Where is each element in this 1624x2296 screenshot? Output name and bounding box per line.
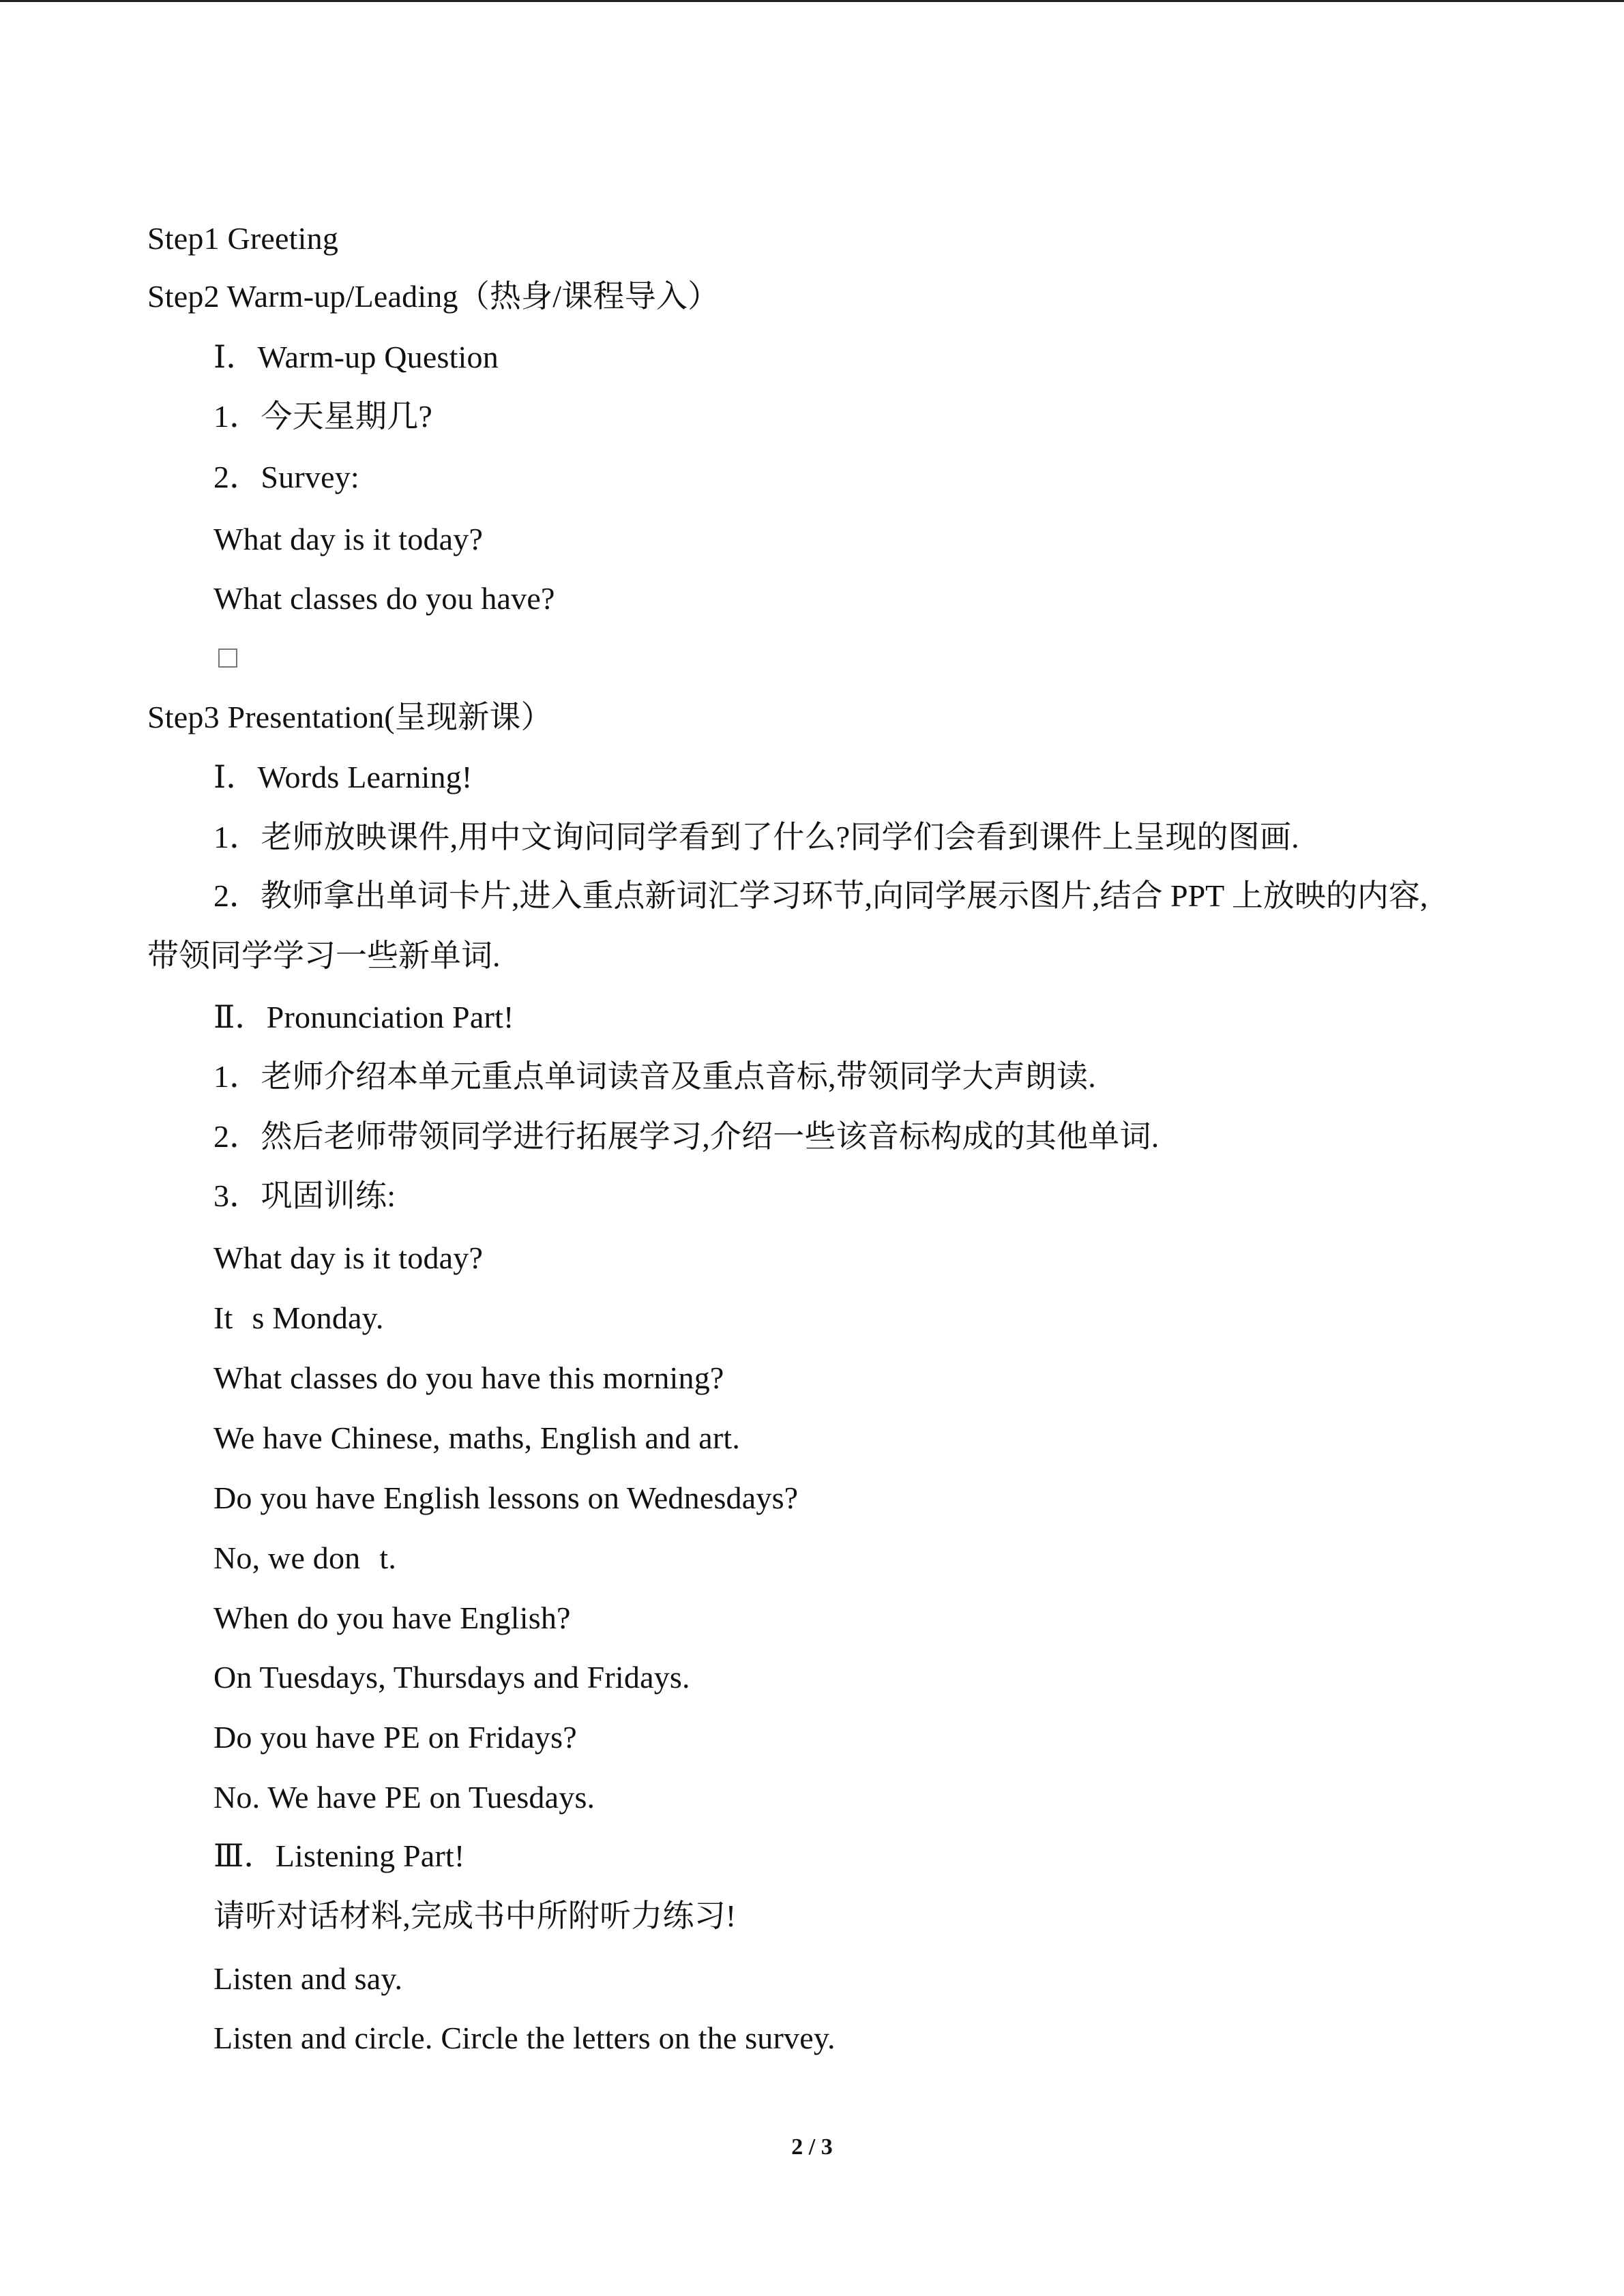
text-line: Listen and say. — [213, 1961, 403, 1996]
step1-heading: Step1 Greeting — [147, 221, 339, 256]
text-line: We have Chinese, maths, English and art. — [213, 1420, 741, 1455]
pronunciation-heading: Ⅱ．Pronunciation Part! — [213, 1000, 514, 1034]
listening-heading: Ⅲ．Listening Part! — [213, 1838, 465, 1873]
text-line: On Tuesdays, Thursdays and Fridays. — [213, 1660, 690, 1695]
text-line: 1．今天星期几? — [213, 399, 433, 434]
step2-heading: Step2 Warm-up/Leading（热身/课程导入） — [147, 279, 720, 314]
text-line: Do you have PE on Fridays? — [213, 1720, 577, 1755]
text-line: What classes do you have? — [213, 581, 555, 616]
text-line: 2．然后老师带领同学进行拓展学习,介绍一些该音标构成的其他单词. — [213, 1119, 1160, 1154]
text-line: 请听对话材料,完成书中所附听力练习! — [213, 1898, 737, 1933]
text-line: Do you have English lessons on Wednesdays? — [213, 1480, 799, 1515]
text-line: When do you have English? — [213, 1600, 571, 1635]
text-line: Listen and circle. Circle the letters on the survey. — [213, 2021, 836, 2055]
page-number: 2 / 3 — [791, 2134, 833, 2160]
text-line: 1．老师介绍本单元重点单词读音及重点音标,带领同学大声朗读. — [213, 1059, 1096, 1094]
text-paragraph: 2．教师拿出单词卡片,进入重点新词汇学习环节,向同学展示图片,结合 PPT 上放映的内容,带领同学学习一些新单词. — [147, 878, 1428, 973]
text-line: No. We have PE on Tuesdays. — [213, 1780, 595, 1815]
text-line: Its Monday. — [213, 1300, 384, 1335]
text-line: 2．Survey: — [213, 460, 359, 494]
step3-heading: Step3 Presentation(呈现新课） — [147, 700, 552, 734]
warmup-question-heading: Ⅰ．Warm-up Question — [213, 340, 499, 374]
text-line: What day is it today? — [213, 522, 484, 556]
placeholder-box — [218, 648, 237, 668]
text-line: What classes do you have this morning? — [213, 1360, 724, 1395]
words-learning-heading: Ⅰ．Words Learning! — [213, 760, 473, 794]
text-line: No, we dont. — [213, 1540, 397, 1575]
text-line: What day is it today? — [213, 1240, 484, 1275]
text-line: 3．巩固训练: — [213, 1178, 396, 1213]
text-line: 1．老师放映课件,用中文询问同学看到了什么?同学们会看到课件上呈现的图画. — [213, 820, 1299, 854]
